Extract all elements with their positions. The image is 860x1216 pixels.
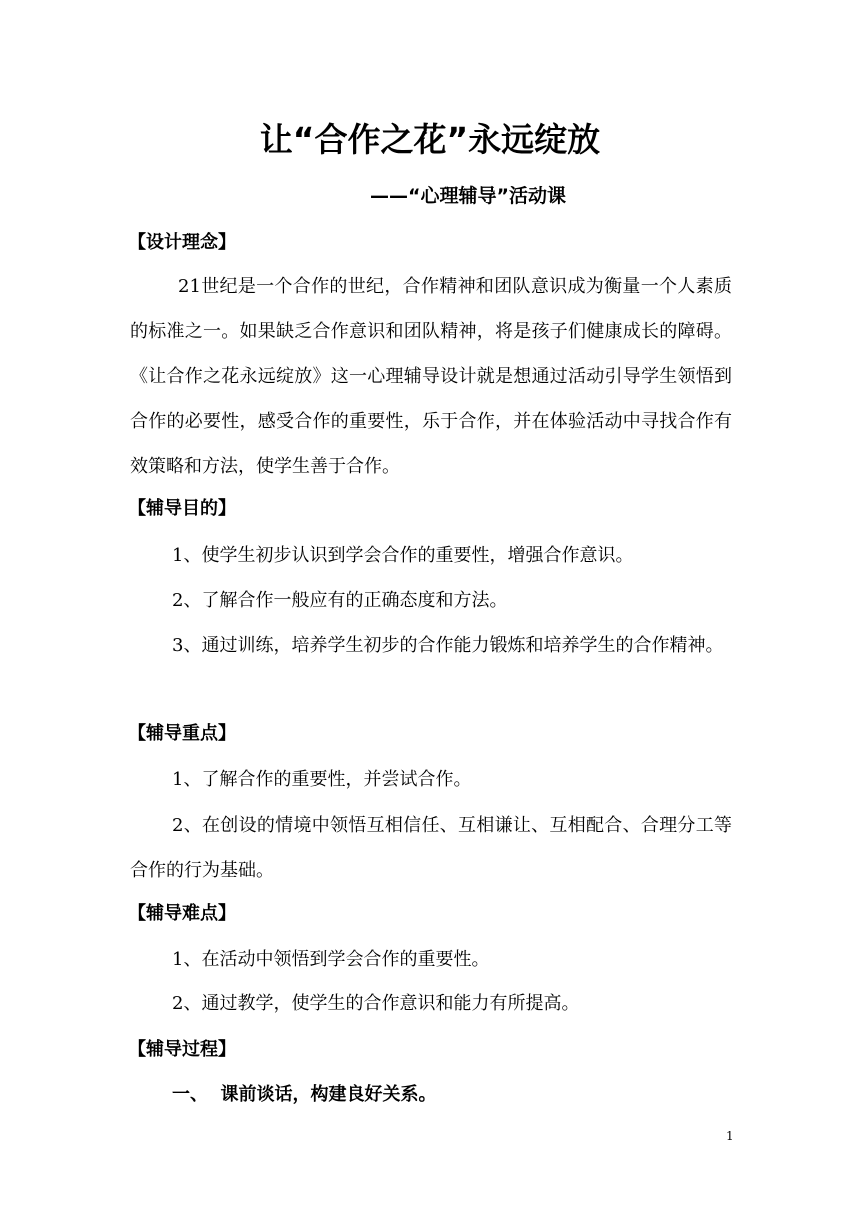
document-subtitle: ——“心理辅导”活动课 [370, 185, 566, 207]
goal-item: 2、了解合作一般应有的正确态度和方法。 [172, 590, 508, 611]
document-title: 让“合作之花”永远绽放 [259, 120, 601, 159]
section-heading-key-points: 【辅导重点】 [128, 723, 236, 744]
difficulty-item: 1、在活动中领悟到学会合作的重要性。 [172, 949, 490, 970]
key-point-item: 1、了解合作的重要性，并尝试合作。 [172, 769, 472, 790]
goal-item: 1、使学生初步认识到学会合作的重要性，增强合作意识。 [172, 545, 634, 566]
page-number: 1 [726, 1129, 734, 1143]
section-heading-design: 【设计理念】 [128, 232, 236, 253]
section-heading-goals: 【辅导目的】 [128, 498, 236, 519]
design-paragraph: 21世纪是一个合作的世纪，合作精神和团队意识成为衡量一个人素质的标准之一。如果缺乏合作意识和团队精神，将是孩子们健康成长的障碍。《让合作之花永远绽放》这一心理辅导设计就是想通过活动引导学生领悟到合作的必要性，感受合作的重要性，乐于合作，并在体验活动中寻找合作有效策略和方法，使学生善于合作。 [130, 276, 732, 477]
key-point-item: 2、在创设的情境中领悟互相信任、互相谦让、互相配合、合理分工等合作的行为基础。 [130, 815, 732, 881]
section-heading-difficulties: 【辅导难点】 [128, 903, 236, 924]
process-item: 一、 课前谈话，构建良好关系。 [172, 1084, 437, 1105]
section-heading-process: 【辅导过程】 [128, 1039, 236, 1060]
difficulty-item: 2、通过教学，使学生的合作意识和能力有所提高。 [172, 993, 580, 1014]
goal-item: 3、通过训练，培养学生初步的合作能力锻炼和培养学生的合作精神。 [172, 635, 724, 656]
